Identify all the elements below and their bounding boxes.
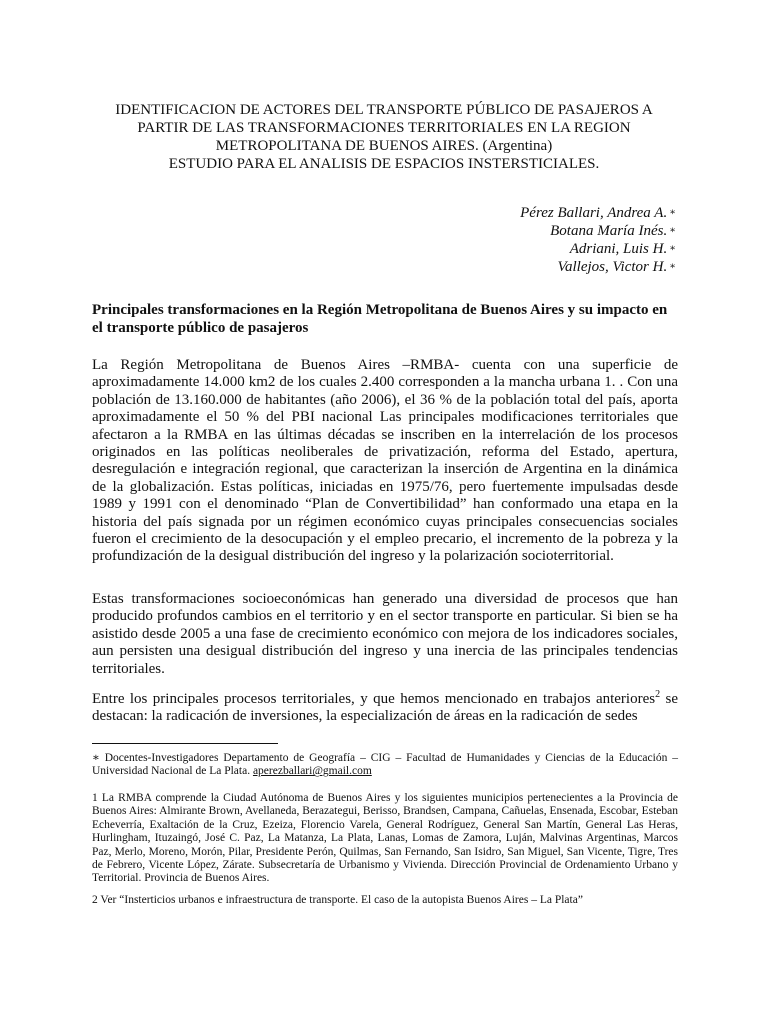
document-title [92, 101, 676, 173]
footnote-ref-2[interactable]: 2 [655, 689, 661, 700]
footnote-2: 2 Ver “Insterticios urbanos e infraestructura de transporte. El caso de la autopista Buenos Aires – La Plata” [92, 894, 583, 906]
affiliation-mark: ∗ [669, 261, 676, 272]
paragraph-2: Estas transformaciones socioeconómicas han generado una diversidad de procesos que han producido profundos cambios en el territorio y en el sector transporte en particular. Si bien se ha asistido desde 2005 a una fase de crecimiento económico con mejora de los indicadores sociales, aun persisten una desigual distribución del ingreso y una inercia de las principales tendencias territoriales. [92, 591, 678, 677]
title-line-2: PARTIR DE LAS TRANSFORMACIONES TERRITORIALES EN LA REGION [137, 120, 631, 136]
paragraph-3: Entre los principales procesos territoriales, y que hemos mencionado en trabajos anteriores$^2$ se destacan: la radicación de inversiones, la especialización de áreas en la radicación de sedes [92, 689, 678, 725]
paragraph-1: La Región Metropolitana de Buenos Aires –RMBA- cuenta con una superficie de aproximadamente 14.000 km2 de los cuales 2.400 corresponden a la mancha urbana 1. . Con una población de 13.160.000 de habitantes (año 2006), el 36 % de la población total del país, aporta aproximadamente el 50 % del PBI nacional Las principales modificaciones territoriales que afectaron a la RMBA en las últimas décadas se inscriben en la interrelación de los procesos originados en las políticas neoliberales de privatización, reforma del Estado, apertura, desregulación e integración regional, que caracterizan la inserción de Argentina en la dinámica de la globalización. Estas políticas, iniciadas en 1975/76, pero fuertemente impulsadas desde 1989 y 1991 con el denominado “Plan de Convertibilidad” han conformado una etapa en la historia del país signada por un régimen económico cuyas principales consecuencias sociales fueron el crecimiento de la desocupación y el empleo precario, el incremento de la pobreza y la profundización de la desigual distribución del ingreso y la polarización socioterritorial. [92, 357, 678, 565]
author-list [520, 204, 676, 276]
footnote-affiliation: ∗ Docentes-Investigadores Departamento de Geografía – CIG – Facultad de Humanidades y Ciencias de la Educación –Universidad Nacional de La Plata. aperezballari@gmail.com [92, 752, 678, 778]
affiliation-mark: ∗ [669, 225, 676, 236]
footnote-1: 1 La RMBA comprende la Ciudad Autónoma de Buenos Aires y los siguientes municipios pertenecientes a la Provincia de Buenos Aires: Almirante Brown, Avellaneda, Berazategui, Berisso, Brandsen, Campana, Cañuelas, Ensenada, Escobar, Esteban Echeverría, Exaltación de la Cruz, Ezeiza, Florencio Varela, General Rodríguez, General San Martín, General Las Heras, Hurlingham, Ituzaingó, José C. Paz, La Matanza, La Plata, Lanas, Lomas de Zamora, Luján, Malvinas Argentinas, Marcos Paz, Merlo, Moreno, Morón, Pilar, Presidente Perón, Quilmas, San Fernando, San Isidro, San Miguel, San Vicente, Tigre, Tres de Febrero, Vicente López, Zárate. Subsecretaría de Urbanismo y Vivienda. Dirección Provincial de Ordenamiento Urbano y Territorial. Provincia de Buenos Aires. [92, 792, 678, 885]
title-line-3: METROPOLITANA DE BUENOS AIRES. (Argentina) [215, 138, 553, 154]
title-line-1: IDENTIFICACION DE ACTORES DEL TRANSPORTE PÚBLICO DE PASAJEROS A [115, 102, 653, 118]
affiliation-mark: ∗ [669, 207, 676, 218]
author-4: Vallejos, Victor H. ∗ [557, 259, 676, 275]
footnote-divider [92, 743, 278, 744]
author-1: Pérez Ballari, Andrea A. ∗ [520, 205, 676, 221]
author-3: Adriani, Luis H. ∗ [569, 241, 676, 257]
author-2: Botana María Inés. ∗ [550, 223, 676, 239]
title-line-4: ESTUDIO PARA EL ANALISIS DE ESPACIOS INSTERSTICIALES. [168, 156, 600, 172]
section-heading: Principales transformaciones en la Región Metropolitana de Buenos Aires y su impacto en el transporte público de pasajeros [92, 302, 668, 336]
email-link[interactable]: aperezballari@gmail.com [252, 765, 372, 778]
affiliation-mark: ∗ [669, 243, 676, 254]
